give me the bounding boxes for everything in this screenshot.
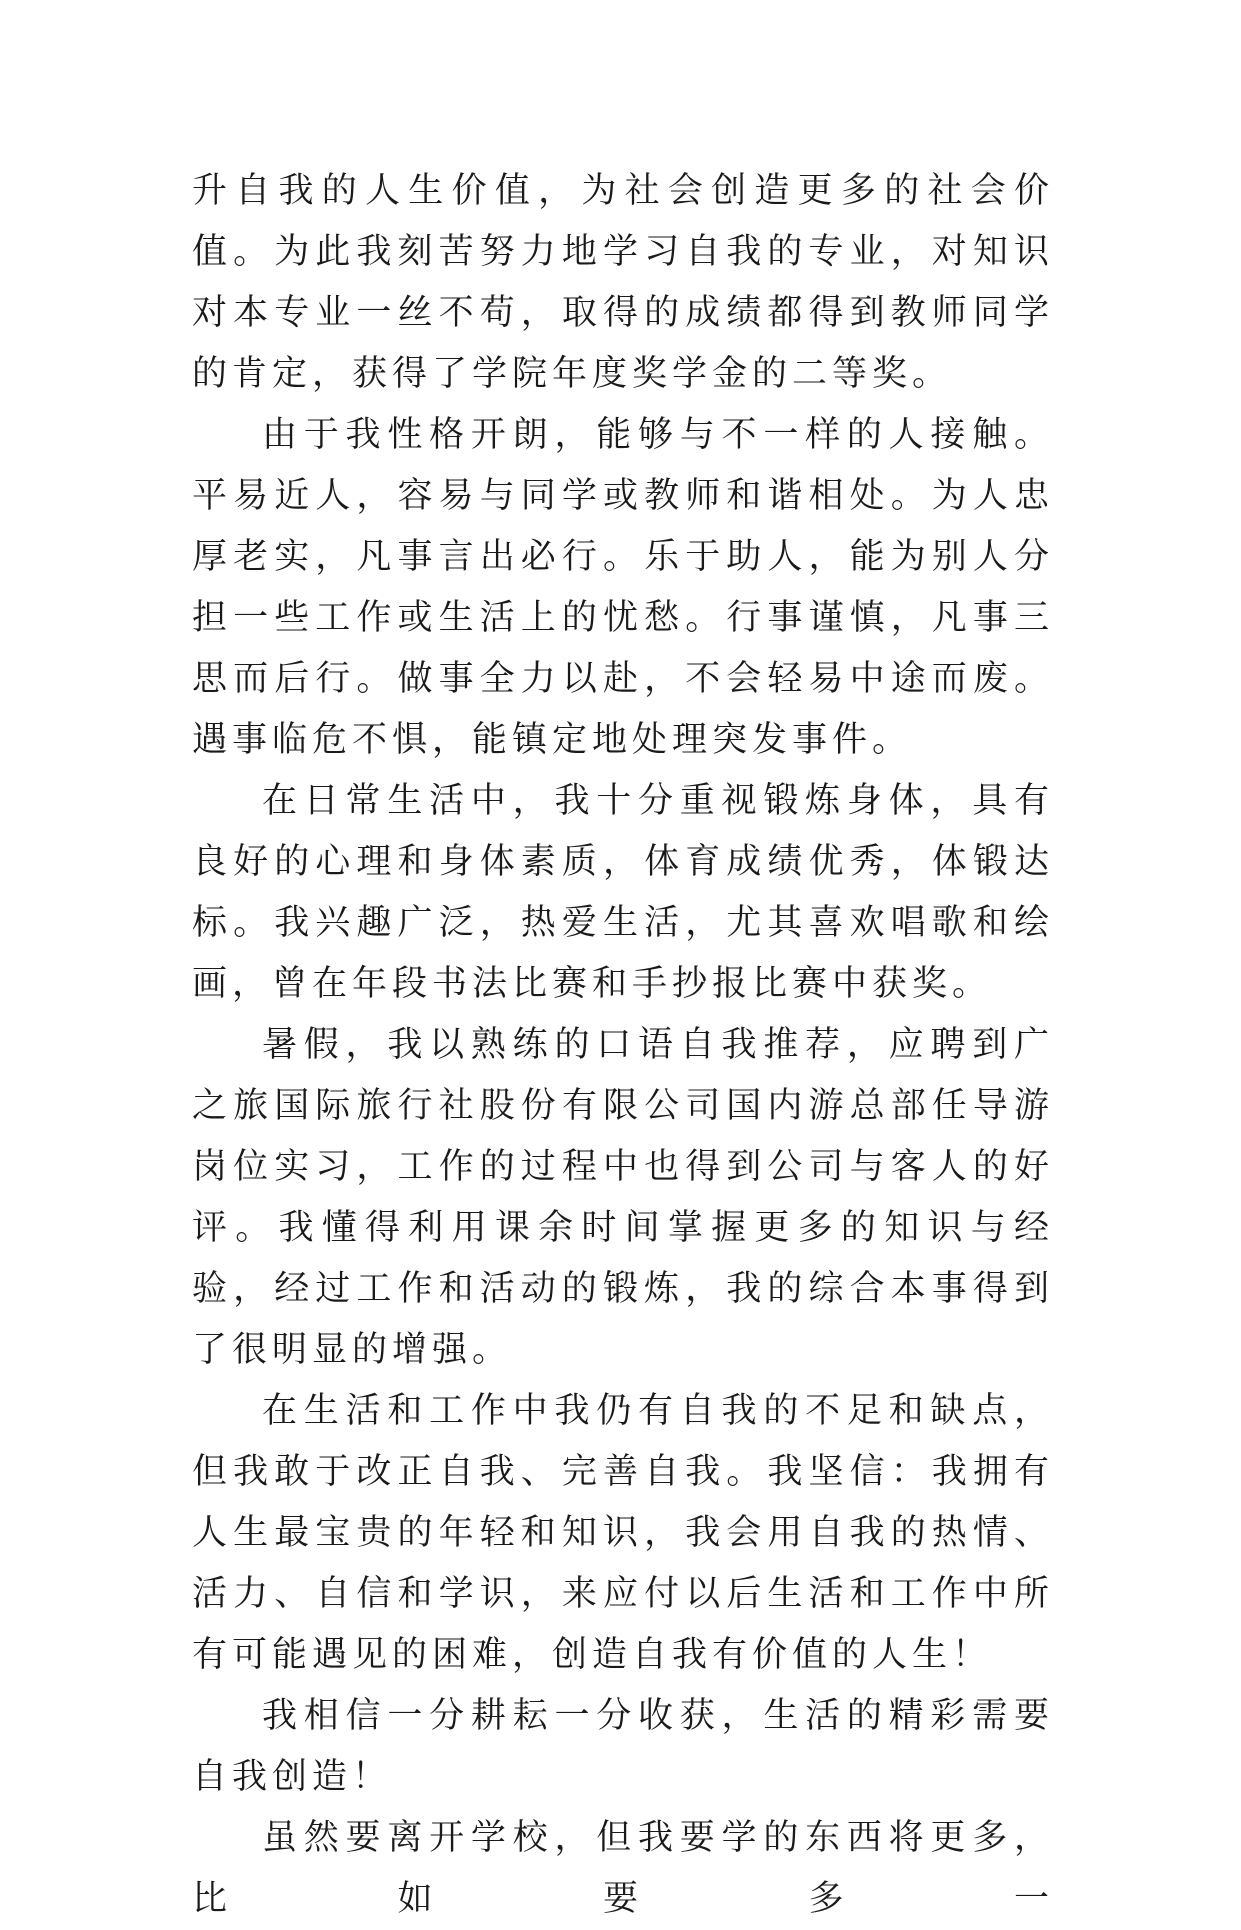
document-body: [192, 161, 1054, 1930]
paragraph-personality: 由于我性格开朗，能够与不一样的人接触。平易近人，容易与同学或教师和谐相处。为人忠厚老实，凡事言出必行。乐于助人，能为别人分担一些工作或生活上的忧愁。行事谨慎，凡事三思而后行。做事全力以赴，不会轻易中途而废。遇事临危不惧，能镇定地处理突发事件。: [192, 415, 1054, 760]
paragraph-leaving-school: 虽然要离开学校，但我要学的东西将更多，比如要多一: [192, 1818, 1054, 1919]
paragraph-self-improvement: 在生活和工作中我仍有自我的不足和缺点，但我敢于改正自我、完善自我。我坚信：我拥有人生最宝贵的年轻和知识，我会用自我的热情、活力、自信和学识，来应付以后生活和工作中所有可能遇见的困难，创造自我有价值的人生！: [192, 1391, 1054, 1675]
paragraph-belief: 我相信一分耕耘一分收获，生活的精彩需要自我创造！: [192, 1696, 1054, 1797]
paragraph-continuation: 升自我的人生价值，为社会创造更多的社会价值。为此我刻苦努力地学习自我的专业，对知识对本专业一丝不苟，取得的成绩都得到教师同学的肯定，获得了学院年度奖学金的二等奖。: [192, 171, 1054, 394]
paragraph-daily-life: 在日常生活中，我十分重视锻炼身体，具有良好的心理和身体素质，体育成绩优秀，体锻达标。我兴趣广泛，热爱生活，尤其喜欢唱歌和绘画，曾在年段书法比赛和手抄报比赛中获奖。: [192, 781, 1054, 1004]
paragraph-summer-internship: 暑假，我以熟练的口语自我推荐，应聘到广之旅国际旅行社股份有限公司国内游总部任导游岗位实习，工作的过程中也得到公司与客人的好评。我懂得利用课余时间掌握更多的知识与经验，经过工作和活动的锻炼，我的综合本事得到了很明显的增强。: [192, 1025, 1054, 1370]
